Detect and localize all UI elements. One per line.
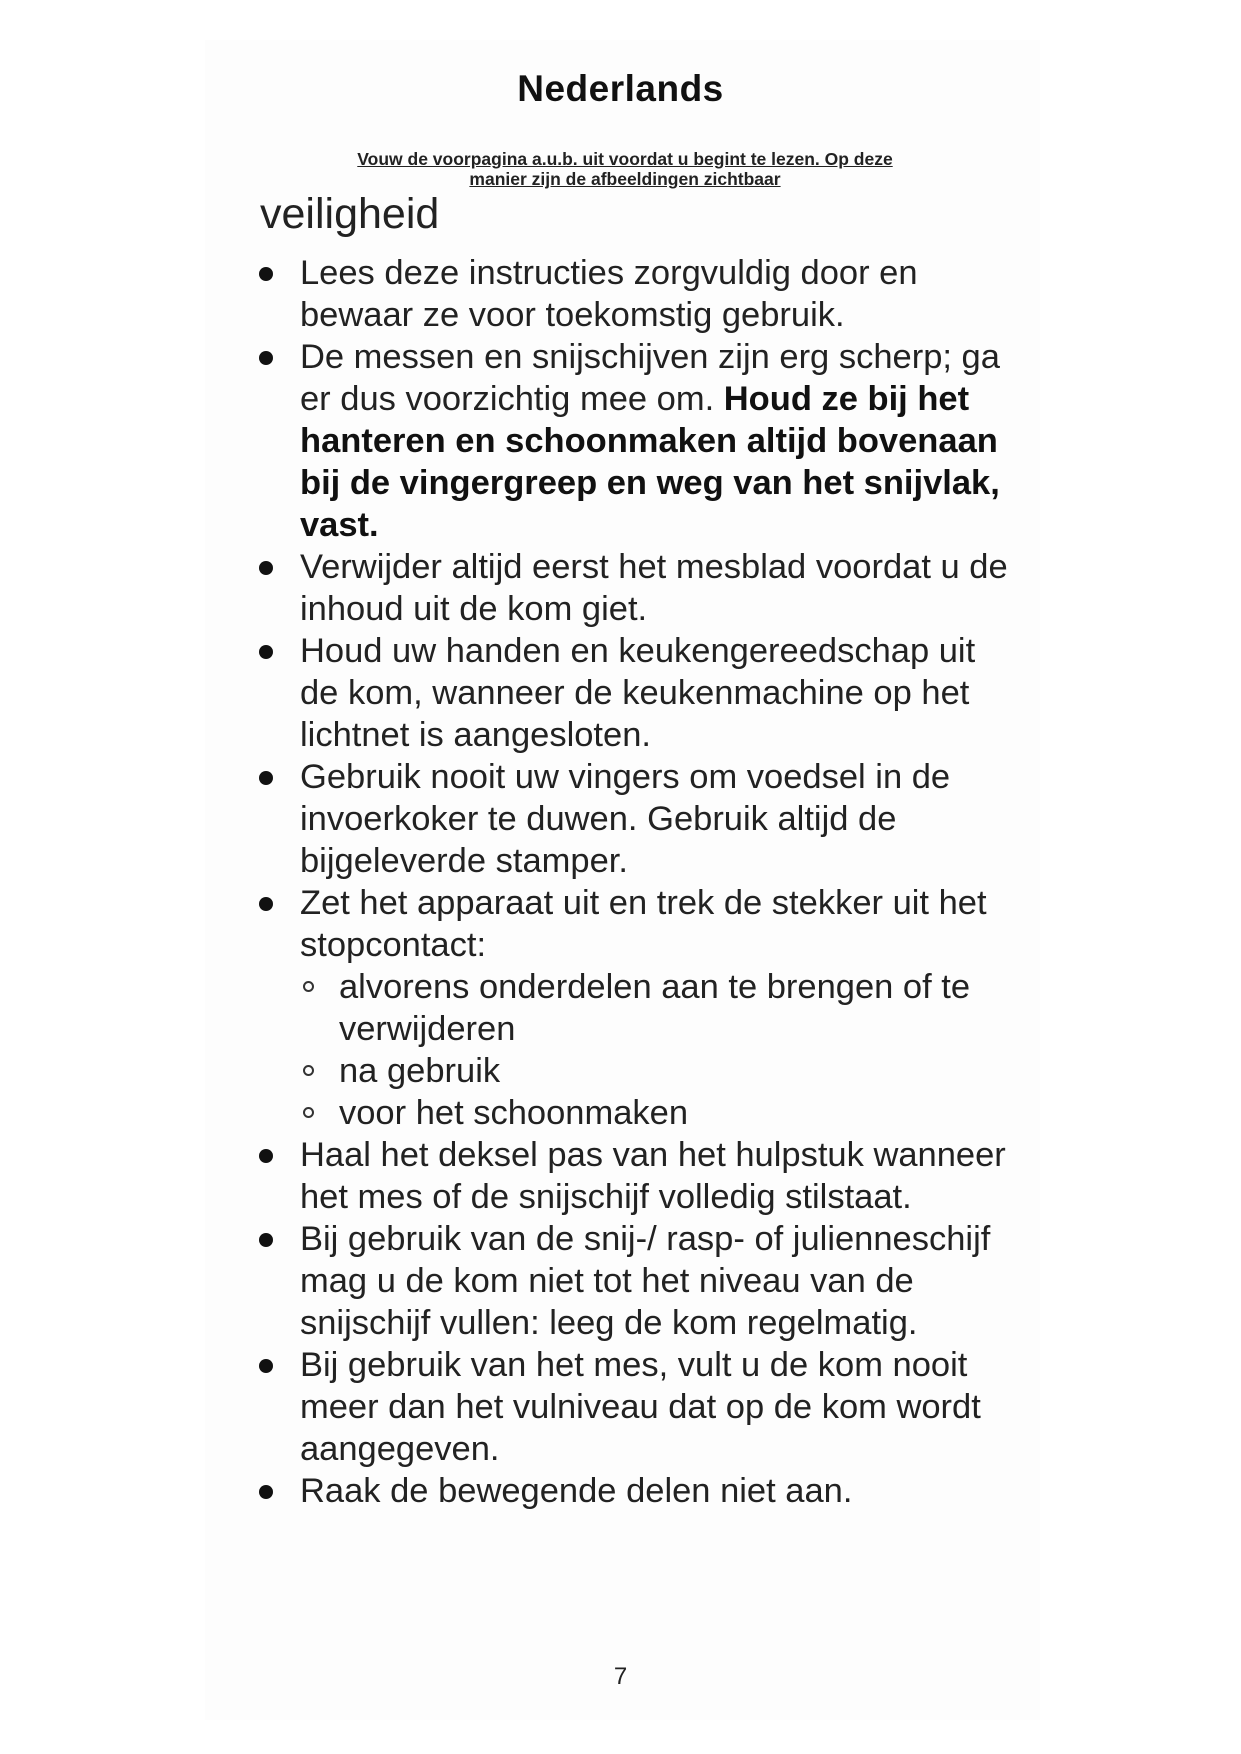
- list-item-text: Bij gebruik van de snij-/ rasp- of julienneschijf mag u de kom niet tot het niveau van de snijschijf vullen: leeg de kom regelmatig.: [300, 1220, 991, 1342]
- bullet-icon: [259, 351, 273, 365]
- list-item: [255, 336, 1015, 546]
- list-item-text: Houd uw handen en keukengereedschap uit de kom, wanneer de keukenmachine op het lichtnet is aangesloten.: [300, 632, 976, 754]
- bullet-icon: [259, 897, 273, 911]
- list-item-text: Raak de bewegende delen niet aan.: [300, 1472, 853, 1510]
- list-item-text: Zet het apparaat uit en trek de stekker uit het stopcontact:: [300, 884, 987, 964]
- list-item: [255, 756, 1015, 882]
- list-item-text: Lees deze instructies zorgvuldig door en bewaar ze voor toekomstig gebruik.: [300, 254, 918, 334]
- bullet-icon: [259, 1485, 273, 1499]
- list-item: [255, 630, 1015, 756]
- bullet-icon: [259, 561, 273, 575]
- list-item: [255, 1470, 1015, 1512]
- open-circle-bullet-icon: [303, 1065, 314, 1076]
- bullet-icon: [259, 1233, 273, 1247]
- bullet-icon: [259, 1359, 273, 1373]
- list-item: [255, 252, 1015, 336]
- open-circle-bullet-icon: [303, 981, 314, 992]
- list-item: [255, 1218, 1015, 1344]
- page-number: 7: [613, 1663, 628, 1690]
- section-heading: veiligheid: [260, 190, 440, 238]
- bullet-icon: [259, 771, 273, 785]
- sub-list-item-text: alvorens onderdelen aan te brengen of te verwijderen: [339, 968, 971, 1048]
- sub-list-item: [300, 1050, 1015, 1092]
- sub-list-item-text: voor het schoonmaken: [339, 1094, 689, 1132]
- safety-list: [255, 252, 1015, 1512]
- list-item-text: De messen en snijschijven zijn erg scherp; ga er dus voorzichtig mee om.: [300, 338, 1000, 418]
- page-title: Nederlands: [517, 68, 724, 109]
- bullet-icon: [259, 1149, 273, 1163]
- list-item-text: Haal het deksel pas van het hulpstuk wanneer het mes of de snijschijf volledig stilstaat.: [300, 1136, 1006, 1216]
- open-circle-bullet-icon: [303, 1107, 314, 1118]
- intro-note: [285, 149, 965, 189]
- list-item: [255, 882, 1015, 1134]
- bullet-icon: [259, 267, 273, 281]
- sub-list-item-text: na gebruik: [339, 1052, 501, 1090]
- list-item: [255, 1134, 1015, 1218]
- bullet-icon: [259, 645, 273, 659]
- sub-list-item: [300, 966, 1015, 1050]
- sub-list-item: [300, 1092, 1015, 1134]
- intro-note-line-1: Vouw de voorpagina a.u.b. uit voordat u begint te lezen. Op deze: [357, 149, 893, 169]
- list-item: [255, 546, 1015, 630]
- intro-note-line-2: manier zijn de afbeeldingen zichtbaar: [469, 169, 781, 189]
- list-item-text: Bij gebruik van het mes, vult u de kom nooit meer dan het vulniveau dat op de kom wordt aangegeven.: [300, 1346, 981, 1468]
- list-item-text: Verwijder altijd eerst het mesblad voordat u de inhoud uit de kom giet.: [300, 548, 1008, 628]
- list-item: [255, 1344, 1015, 1470]
- sub-list: [300, 966, 1015, 1134]
- list-item-bold-warning: Houd ze bij het hanteren en schoonmaken altijd bovenaan bij de vingergreep en weg van het snijvlak, vast.: [300, 380, 1000, 544]
- list-item-text: Gebruik nooit uw vingers om voedsel in de invoerkoker te duwen. Gebruik altijd de bijgeleverde stamper.: [300, 758, 951, 880]
